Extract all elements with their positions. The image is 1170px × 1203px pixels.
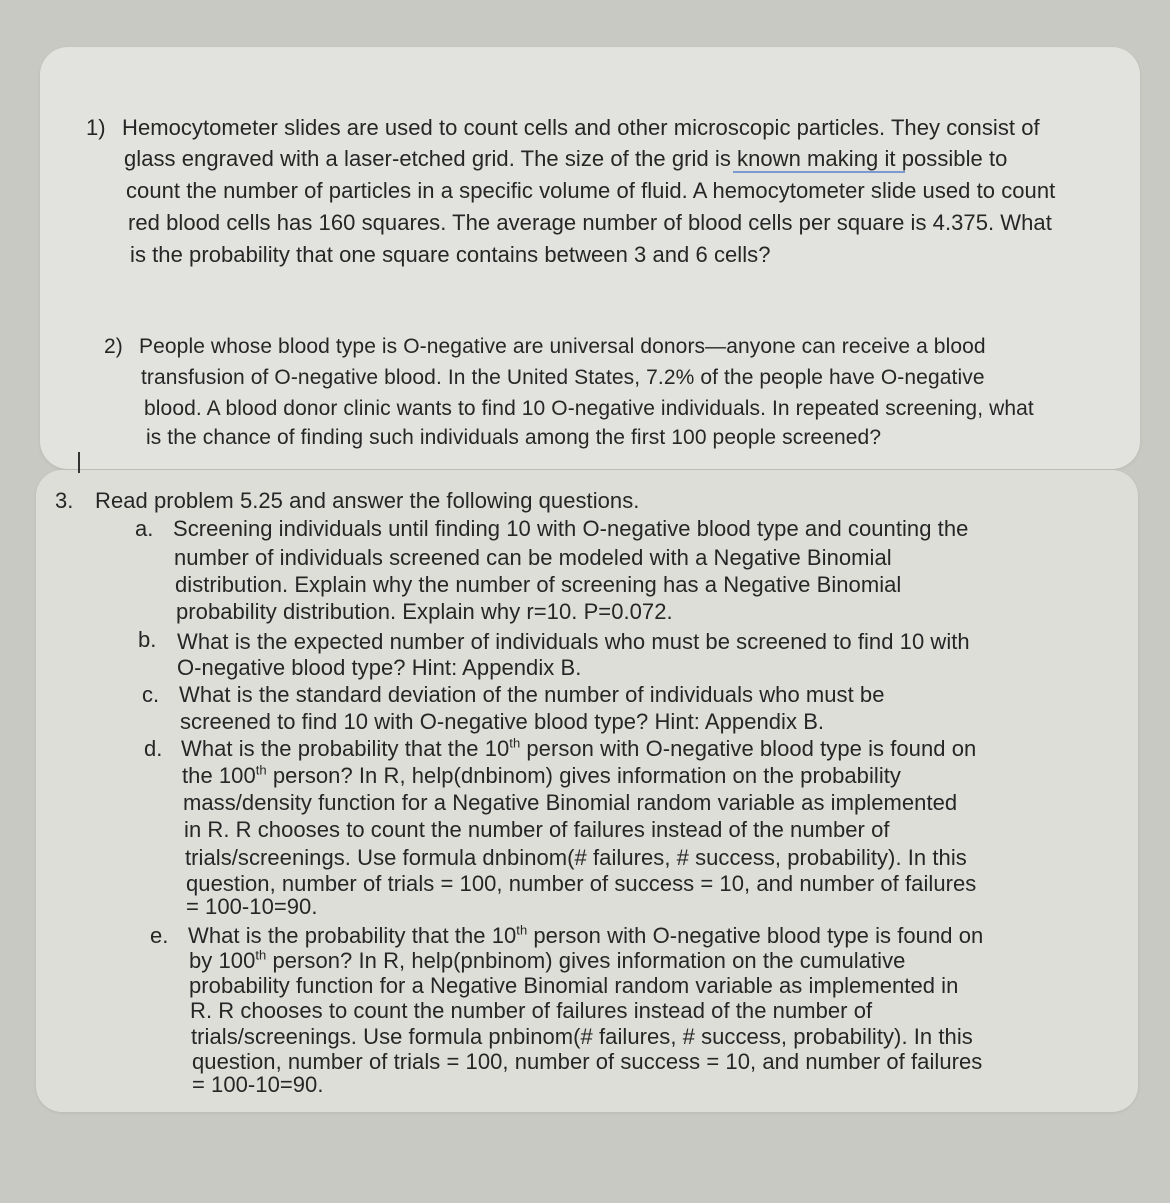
question-1-line-2: glass engraved with a laser-etched grid. The size of the grid is known making it possible to: [124, 146, 1008, 171]
question-2-line-1: People whose blood type is O-negative are universal donors—anyone can receive a blood: [139, 335, 986, 358]
question-1-line-3: count the number of particles in a specific volume of fluid. A hemocytometer slide used to count: [126, 178, 1056, 203]
part-e-line-4: R. R chooses to count the number of failures instead of the number of: [190, 998, 873, 1023]
part-b-line-2: O-negative blood type? Hint: Appendix B.: [177, 655, 582, 680]
question-1-line-1: Hemocytometer slides are used to count cells and other microscopic particles. They consist of: [122, 115, 1040, 140]
part-d-line-4: in R. R chooses to count the number of failures instead of the number of: [184, 817, 890, 842]
part-e-line-7: = 100-10=90.: [192, 1072, 324, 1097]
part-e-line-1: [188, 923, 983, 949]
part-d-line-2-sup: th: [255, 762, 267, 778]
part-c-label: c.: [142, 682, 160, 707]
part-d-label: d.: [144, 736, 163, 761]
part-c-line-1: What is the standard deviation of the number of individuals who must be: [179, 682, 885, 707]
part-e-line-6: question, number of trials = 100, number of success = 10, and number of failures: [192, 1049, 983, 1074]
part-d-line-1: [181, 736, 976, 762]
part-e-line-1-sup: th: [516, 922, 528, 938]
part-d-line-3: mass/density function for a Negative Binomial random variable as implemented: [183, 790, 958, 815]
part-d-line-1-pre: What is the probability that the 10: [181, 736, 510, 761]
question-2-line-3: blood. A blood donor clinic wants to find 10 O-negative individuals. In repeated screening, what: [144, 397, 1034, 420]
part-a-line-1: Screening individuals until finding 10 with O-negative blood type and counting the: [173, 516, 969, 541]
question-2-line-4: is the chance of finding such individuals among the first 100 people screened?: [146, 426, 882, 449]
part-e-line-3: probability function for a Negative Binomial random variable as implemented in: [189, 973, 959, 998]
part-b-line-1: What is the expected number of individuals who must be screened to find 10 with: [177, 629, 970, 654]
part-e-line-1-post: person with O-negative blood type is found on: [527, 923, 984, 948]
part-a-line-3: distribution. Explain why the number of screening has a Negative Binomial: [175, 572, 902, 597]
part-e-line-2-pre: by 100: [189, 948, 256, 973]
part-e-line-2-post: person? In R, help(pnbinom) gives information on the cumulative: [266, 948, 906, 973]
part-d-line-2-pre: the 100: [182, 763, 256, 788]
part-a-label: a.: [135, 516, 154, 541]
part-b-label: b.: [138, 627, 157, 652]
part-a-line-2: number of individuals screened can be modeled with a Negative Binomial: [174, 545, 892, 570]
question-1-line-5: is the probability that one square contains between 3 and 6 cells?: [130, 242, 771, 267]
question-1-line-4: red blood cells has 160 squares. The average number of blood cells per square is 4.375. What: [128, 210, 1052, 235]
part-d-line-2-post: person? In R, help(dnbinom) gives information on the probability: [266, 763, 901, 788]
question-1-number: 1): [86, 115, 106, 140]
text-cursor: [78, 452, 80, 473]
part-e-line-5: trials/screenings. Use formula pnbinom(# failures, # success, probability). In this: [191, 1024, 973, 1049]
part-d-line-7: = 100-10=90.: [186, 894, 318, 919]
question-2-number: 2): [104, 335, 123, 358]
part-e-line-2: [189, 948, 905, 974]
question-2-line-2: transfusion of O-negative blood. In the United States, 7.2% of the people have O-negative: [141, 366, 985, 389]
part-a-line-4: probability distribution. Explain why r=10. P=0.072.: [176, 599, 673, 624]
part-c-line-2: screened to find 10 with O-negative blood type? Hint: Appendix B.: [180, 709, 825, 734]
question-3-number: 3.: [55, 488, 74, 513]
question-3-intro: Read problem 5.25 and answer the following questions.: [95, 488, 640, 513]
part-d-line-5: trials/screenings. Use formula dnbinom(# failures, # success, probability). In this: [185, 845, 967, 870]
spellcheck-underline: [733, 171, 905, 173]
part-e-line-1-pre: What is the probability that the 10: [188, 923, 517, 948]
part-d-line-1-sup: th: [509, 735, 521, 751]
part-d-line-1-post: person with O-negative blood type is found on: [520, 736, 977, 761]
part-e-line-2-sup: th: [255, 947, 267, 963]
part-d-line-6: question, number of trials = 100, number of success = 10, and number of failures: [186, 871, 977, 896]
part-d-line-2: [182, 763, 901, 789]
part-e-label: e.: [150, 923, 169, 948]
